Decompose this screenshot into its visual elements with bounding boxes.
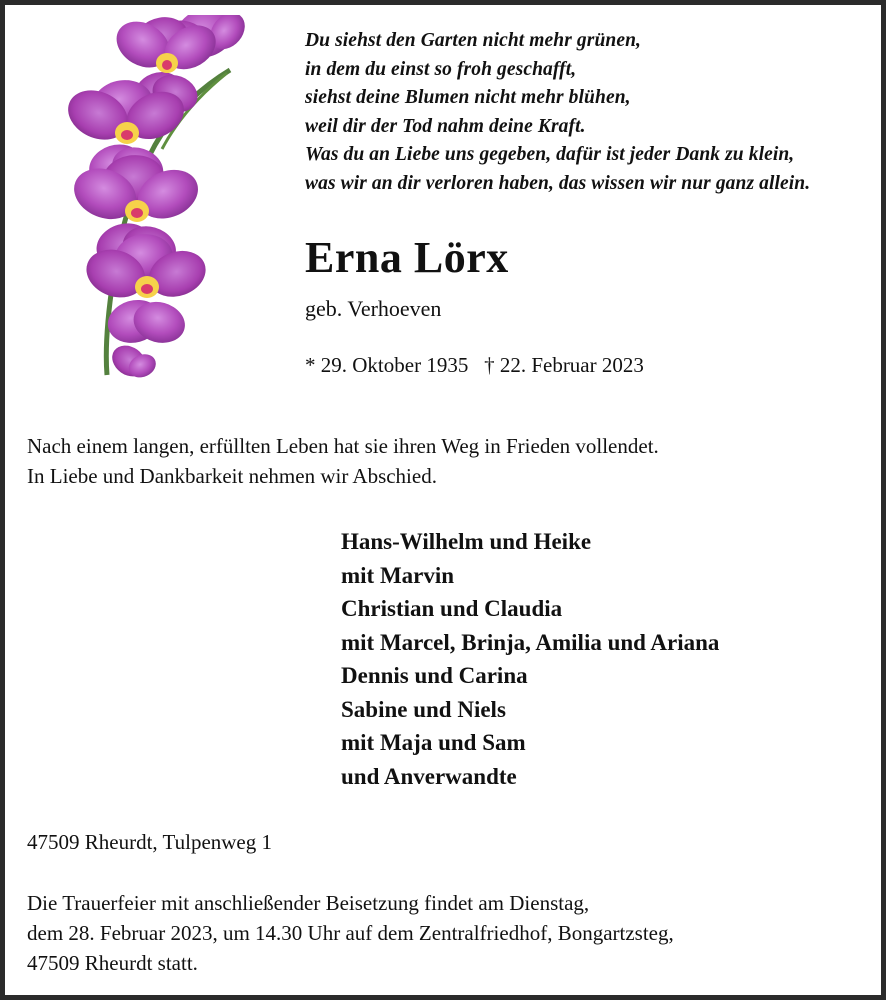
service-line-2: dem 28. Februar 2023, um 14.30 Uhr auf dem Zentralfriedhof, Bongartzsteg,	[27, 921, 674, 946]
verse-line-2: in dem du einst so froh geschafft,	[305, 58, 577, 80]
header-area	[5, 5, 881, 405]
verse-line-4: weil dir der Tod nahm deine Kraft.	[305, 115, 586, 137]
orchid-flowers-icon	[55, 15, 265, 405]
deceased-name: Erna Lörx	[305, 233, 509, 282]
intro-line-2: In Liebe und Dankbarkeit nehmen wir Abschied.	[27, 464, 437, 488]
intro-line-1: Nach einem langen, erfüllten Leben hat sie ihren Weg in Frieden vollendet.	[27, 434, 659, 458]
body-area	[5, 431, 881, 978]
mourner-line: Christian und Claudia	[341, 596, 563, 621]
mourner-line: mit Maja und Sam	[341, 730, 526, 755]
verse-block	[305, 5, 881, 378]
address-text: 47509 Rheurdt, Tulpenweg 1	[27, 830, 273, 854]
service-line-1: Die Trauerfeier mit anschließender Beisetzung findet am Dienstag,	[27, 891, 590, 916]
mourner-line: Dennis und Carina	[341, 663, 528, 688]
verse-line-1: Du siehst den Garten nicht mehr grünen,	[305, 30, 642, 51]
orchid-image	[5, 5, 305, 405]
mourner-line: mit Marvin	[341, 562, 455, 588]
mourner-line: und Anverwandte	[341, 763, 517, 789]
intro-text	[27, 431, 859, 491]
deceased-maiden-name: geb. Verhoeven	[305, 296, 442, 322]
deceased-dates: * 29. Oktober 1935 † 22. Februar 2023	[305, 352, 644, 377]
mourner-line: Sabine und Niels	[341, 696, 506, 722]
mourner-line: Hans-Wilhelm und Heike	[341, 529, 592, 554]
verse-line-5: Was du an Liebe uns gegeben, dafür ist jeder Dank zu klein,	[305, 144, 795, 165]
mourner-line: mit Marcel, Brinja, Amilia und Ariana	[341, 629, 720, 655]
mourners-list	[27, 525, 859, 793]
service-line-3: 47509 Rheurdt statt.	[27, 951, 198, 976]
verse-line-3: siehst deine Blumen nicht mehr blühen,	[305, 87, 631, 108]
service-details	[27, 888, 859, 978]
verse-line-6: was wir an dir verloren haben, das wissen wir nur ganz allein.	[305, 172, 811, 194]
